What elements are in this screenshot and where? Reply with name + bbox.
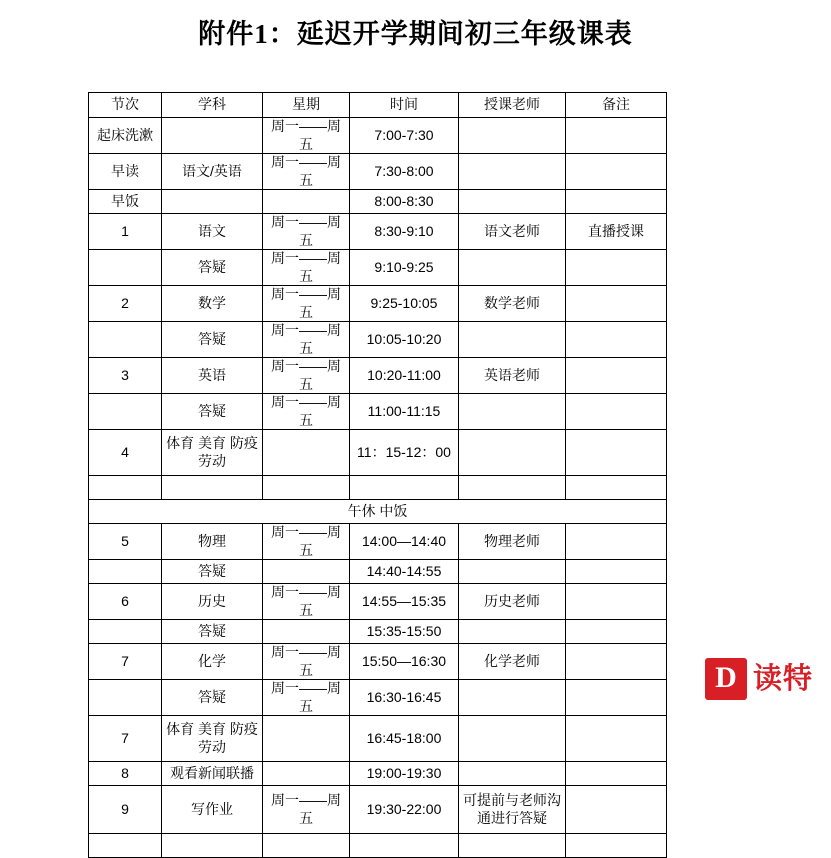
- table-row: [89, 524, 667, 560]
- cell-remark: [566, 430, 667, 476]
- cell-subject: [162, 834, 263, 858]
- cell-time: 9:25-10:05: [350, 286, 459, 322]
- table-row: [89, 286, 667, 322]
- cell-time: 8:30-9:10: [350, 214, 459, 250]
- page-title: 附件1：延迟开学期间初三年级课表: [198, 19, 633, 49]
- cell-weekday: [263, 762, 350, 786]
- cell-weekday: 周一——周五: [263, 584, 350, 620]
- cell-teacher: 英语老师: [459, 358, 566, 394]
- cell-teacher: [459, 680, 566, 716]
- cell-teacher: 物理老师: [459, 524, 566, 560]
- cell-remark: [566, 190, 667, 214]
- cell-teacher: [459, 620, 566, 644]
- cell-time: 10:05-10:20: [350, 322, 459, 358]
- schedule-table-container: [88, 92, 656, 858]
- cell-period: 3: [89, 358, 162, 394]
- cell-remark: [566, 118, 667, 154]
- cell-time: 14:40-14:55: [350, 560, 459, 584]
- cell-weekday: [263, 834, 350, 858]
- cell-period: 早饭: [89, 190, 162, 214]
- cell-teacher: [459, 394, 566, 430]
- table-row: [89, 584, 667, 620]
- cell-remark: [566, 716, 667, 762]
- cell-remark: [566, 394, 667, 430]
- cell-remark: [566, 250, 667, 286]
- table-row: [89, 716, 667, 762]
- column-header-period: 节次: [89, 93, 162, 118]
- cell-remark: [566, 644, 667, 680]
- table-row: [89, 322, 667, 358]
- cell-remark: [566, 680, 667, 716]
- cell-lunch-break: 午休 中饭: [89, 500, 667, 524]
- cell-teacher: [459, 430, 566, 476]
- cell-remark: [566, 154, 667, 190]
- cell-weekday: 周一——周五: [263, 394, 350, 430]
- cell-weekday: 周一——周五: [263, 786, 350, 834]
- column-header-remark: 备注: [566, 93, 667, 118]
- cell-period: [89, 620, 162, 644]
- logo-brand-text: 读特: [752, 662, 813, 695]
- cell-time: 19:30-22:00: [350, 786, 459, 834]
- cell-subject: 答疑: [162, 680, 263, 716]
- cell-subject: 答疑: [162, 322, 263, 358]
- cell-weekday: 周一——周五: [263, 680, 350, 716]
- cell-teacher: [459, 560, 566, 584]
- table-header-row: [89, 93, 667, 118]
- table-row: [89, 680, 667, 716]
- cell-teacher: [459, 190, 566, 214]
- cell-subject: 英语: [162, 358, 263, 394]
- cell-subject: 答疑: [162, 560, 263, 584]
- cell-subject: 体育 美育 防疫 劳动: [162, 430, 263, 476]
- table-row: [89, 644, 667, 680]
- table-row: [89, 118, 667, 154]
- table-row: [89, 834, 667, 858]
- cell-period: 8: [89, 762, 162, 786]
- cell-period: 2: [89, 286, 162, 322]
- cell-teacher: [459, 322, 566, 358]
- cell-weekday: 周一——周五: [263, 644, 350, 680]
- cell-teacher: [459, 118, 566, 154]
- cell-weekday: [263, 190, 350, 214]
- cell-weekday: [263, 476, 350, 500]
- watermark-logo: [705, 658, 813, 700]
- cell-subject: [162, 190, 263, 214]
- table-row: [89, 430, 667, 476]
- cell-subject: 答疑: [162, 620, 263, 644]
- cell-teacher: 数学老师: [459, 286, 566, 322]
- cell-subject: 答疑: [162, 394, 263, 430]
- cell-subject: 历史: [162, 584, 263, 620]
- cell-period: [89, 476, 162, 500]
- cell-subject: 物理: [162, 524, 263, 560]
- cell-teacher: [459, 834, 566, 858]
- cell-teacher: 语文老师: [459, 214, 566, 250]
- table-row: [89, 394, 667, 430]
- cell-remark: [566, 834, 667, 858]
- cell-period: 1: [89, 214, 162, 250]
- schedule-table-body: [89, 93, 667, 858]
- cell-time: [350, 476, 459, 500]
- cell-teacher: [459, 154, 566, 190]
- cell-weekday: 周一——周五: [263, 250, 350, 286]
- cell-weekday: 周一——周五: [263, 154, 350, 190]
- cell-weekday: 周一——周五: [263, 286, 350, 322]
- cell-period: [89, 560, 162, 584]
- cell-remark: [566, 476, 667, 500]
- dute-logo-icon: [705, 658, 747, 700]
- cell-remark: [566, 358, 667, 394]
- cell-period: 7: [89, 644, 162, 680]
- column-header-time: 时间: [350, 93, 459, 118]
- cell-subject: 化学: [162, 644, 263, 680]
- cell-weekday: [263, 560, 350, 584]
- cell-teacher: [459, 762, 566, 786]
- cell-remark: [566, 524, 667, 560]
- cell-remark: [566, 560, 667, 584]
- cell-remark: [566, 286, 667, 322]
- cell-remark: [566, 322, 667, 358]
- cell-weekday: 周一——周五: [263, 322, 350, 358]
- cell-period: 6: [89, 584, 162, 620]
- cell-time: 16:30-16:45: [350, 680, 459, 716]
- column-header-weekday: 星期: [263, 93, 350, 118]
- cell-period: [89, 394, 162, 430]
- cell-time: 19:00-19:30: [350, 762, 459, 786]
- cell-subject: 观看新闻联播: [162, 762, 263, 786]
- table-row: [89, 560, 667, 584]
- cell-time: 10:20-11:00: [350, 358, 459, 394]
- table-row: [89, 786, 667, 834]
- cell-remark: [566, 584, 667, 620]
- cell-time: [350, 834, 459, 858]
- cell-subject: 数学: [162, 286, 263, 322]
- cell-weekday: 周一——周五: [263, 358, 350, 394]
- cell-period: 9: [89, 786, 162, 834]
- cell-teacher: 化学老师: [459, 644, 566, 680]
- cell-remark: [566, 786, 667, 834]
- table-row: [89, 762, 667, 786]
- cell-time: 9:10-9:25: [350, 250, 459, 286]
- cell-teacher: [459, 250, 566, 286]
- cell-time: 14:55—15:35: [350, 584, 459, 620]
- schedule-table: [88, 92, 667, 858]
- table-row: [89, 358, 667, 394]
- cell-remark: [566, 762, 667, 786]
- cell-weekday: 周一——周五: [263, 118, 350, 154]
- cell-weekday: 周一——周五: [263, 214, 350, 250]
- cell-period: 5: [89, 524, 162, 560]
- cell-teacher: [459, 476, 566, 500]
- cell-teacher: 可提前与老师沟通进行答疑: [459, 786, 566, 834]
- cell-period: 4: [89, 430, 162, 476]
- column-header-teacher: 授课老师: [459, 93, 566, 118]
- table-row: [89, 250, 667, 286]
- cell-subject: [162, 476, 263, 500]
- cell-remark: 直播授课: [566, 214, 667, 250]
- cell-subject: 语文/英语: [162, 154, 263, 190]
- table-row: [89, 476, 667, 500]
- cell-weekday: [263, 716, 350, 762]
- cell-teacher: [459, 716, 566, 762]
- cell-period: 起床洗漱: [89, 118, 162, 154]
- cell-remark: [566, 620, 667, 644]
- table-row: [89, 214, 667, 250]
- cell-period: [89, 322, 162, 358]
- cell-time: 7:30-8:00: [350, 154, 459, 190]
- cell-time: 8:00-8:30: [350, 190, 459, 214]
- table-row-lunch-break: [89, 500, 667, 524]
- table-row: [89, 154, 667, 190]
- logo-letter: D: [715, 661, 737, 694]
- cell-weekday: 周一——周五: [263, 524, 350, 560]
- cell-weekday: [263, 430, 350, 476]
- column-header-subject: 学科: [162, 93, 263, 118]
- cell-time: 11:00-11:15: [350, 394, 459, 430]
- table-row: [89, 620, 667, 644]
- cell-subject: [162, 118, 263, 154]
- cell-period: 早读: [89, 154, 162, 190]
- cell-period: [89, 834, 162, 858]
- cell-teacher: 历史老师: [459, 584, 566, 620]
- cell-period: [89, 680, 162, 716]
- table-row: [89, 190, 667, 214]
- cell-time: 11：15-12：00: [350, 430, 459, 476]
- cell-subject: 语文: [162, 214, 263, 250]
- cell-time: 16:45-18:00: [350, 716, 459, 762]
- cell-subject: 答疑: [162, 250, 263, 286]
- cell-period: [89, 250, 162, 286]
- cell-subject: 写作业: [162, 786, 263, 834]
- cell-period: 7: [89, 716, 162, 762]
- cell-time: 15:35-15:50: [350, 620, 459, 644]
- cell-subject: 体育 美育 防疫 劳动: [162, 716, 263, 762]
- cell-time: 15:50—16:30: [350, 644, 459, 680]
- cell-time: 7:00-7:30: [350, 118, 459, 154]
- cell-time: 14:00—14:40: [350, 524, 459, 560]
- cell-weekday: [263, 620, 350, 644]
